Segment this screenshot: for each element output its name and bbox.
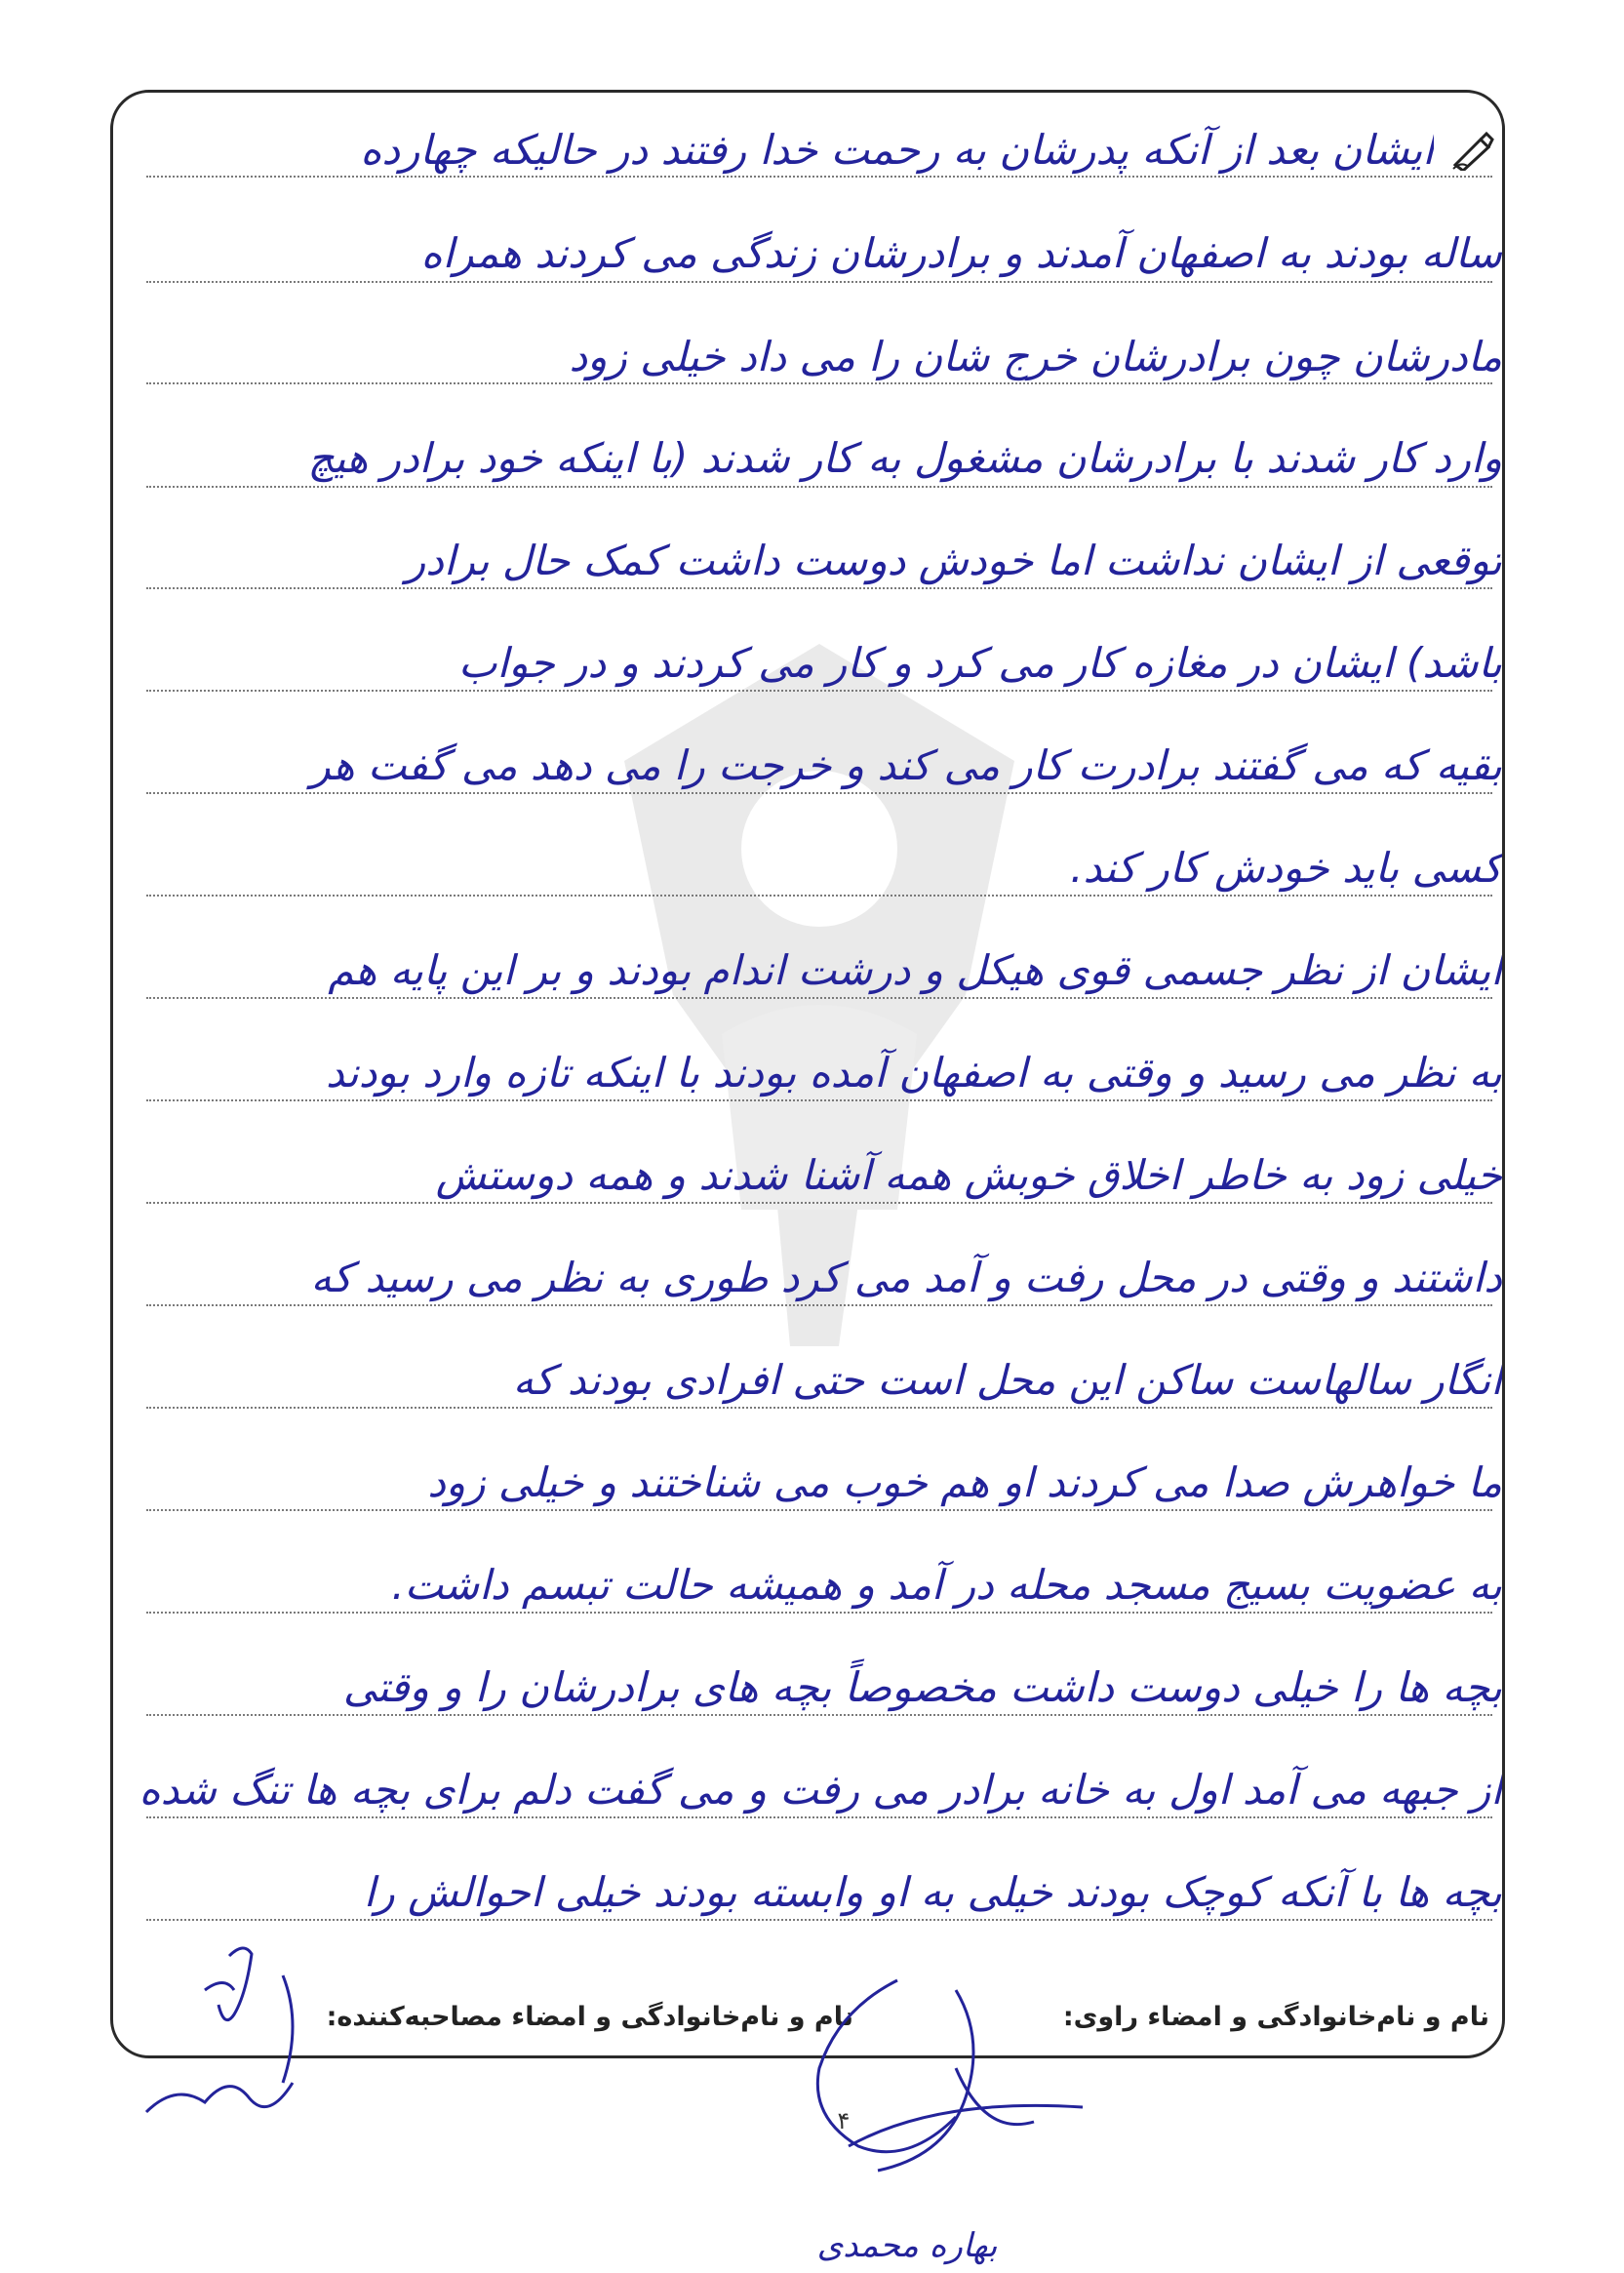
handwritten-line: بچه ها با آنکه کوچک بودند خیلی به او وابسته بودند خیلی احوالش را — [363, 1868, 1502, 1916]
handwritten-line: ما خواهرش صدا می کردند او هم خوب می شناختند و خیلی زود — [427, 1458, 1502, 1506]
handwritten-line: بچه ها را خیلی دوست داشت مخصوصاً بچه های برادرشان را و وقتی — [342, 1663, 1502, 1711]
interviewer-signature-label: نام و نام‌خانوادگی و امضاء مصاحبه‌کننده: — [326, 2002, 853, 2032]
pen-writing-icon — [1451, 132, 1494, 171]
narrator-signature — [137, 1936, 312, 2141]
interviewer-name: بهاره محمدی — [816, 2226, 998, 2265]
handwritten-line: ایشان از نظر جسمی قوی هیکل و درشت اندام بودند و بر این پایه هم — [328, 946, 1502, 994]
narrator-signature-label: نام و نام‌خانوادگی و امضاء راوی: — [1062, 2002, 1489, 2032]
handwritten-line: خیلی زود به خاطر اخلاق خوبش همه آشنا شدند و همه دوستش — [435, 1151, 1502, 1199]
handwritten-line: به نظر می رسید و وقتی به اصفهان آمده بودند با اینکه تازه وارد بودند — [325, 1049, 1502, 1097]
handwritten-line: داشتند و وقتی در محل رفت و آمد می کرد طوری به نظر می رسید که — [310, 1254, 1502, 1301]
handwritten-line: وارد کار شدند با برادرشان مشغول به کار شدند (با اینکه خود برادر هیچ — [307, 434, 1502, 482]
handwritten-line: ساله بودند به اصفهان آمدند و برادرشان زندگی می کردند همراه — [420, 229, 1502, 277]
handwritten-line: به عضویت بسیج مسجد محله در آمد و همیشه حالت تبسم داشت. — [391, 1561, 1502, 1609]
handwritten-line: انگار سالهاست ساکن این محل است حتی افرادی بودند که — [512, 1356, 1502, 1404]
handwritten-line: توقعی از ایشان نداشت اما خودش دوست داشت کمک حال برادر — [406, 537, 1502, 584]
handwritten-line: کسی باید خودش کار کند. — [1070, 844, 1502, 892]
handwritten-line: از جبهه می آمد اول به خانه برادر می رفت و می گفت دلم برای بچه ها تنگ شده — [139, 1766, 1502, 1814]
handwritten-line: ایشان بعد از آنکه پدرشان به رحمت خدا رفتند در حالیکه چهارده — [360, 126, 1434, 174]
handwritten-line: بقیه که می گفتند برادرت کار می کند و خرجت را می دهد می گفت هر — [310, 741, 1502, 789]
handwritten-line: باشد) ایشان در مغازه کار می کرد و کار می کردند و در جواب — [457, 639, 1502, 687]
interviewer-signature — [761, 1951, 1112, 2185]
handwritten-line: مادرشان چون برادرشان خرج شان را می داد خیلی زود — [569, 333, 1502, 380]
page-number: ۴ — [837, 2107, 851, 2134]
